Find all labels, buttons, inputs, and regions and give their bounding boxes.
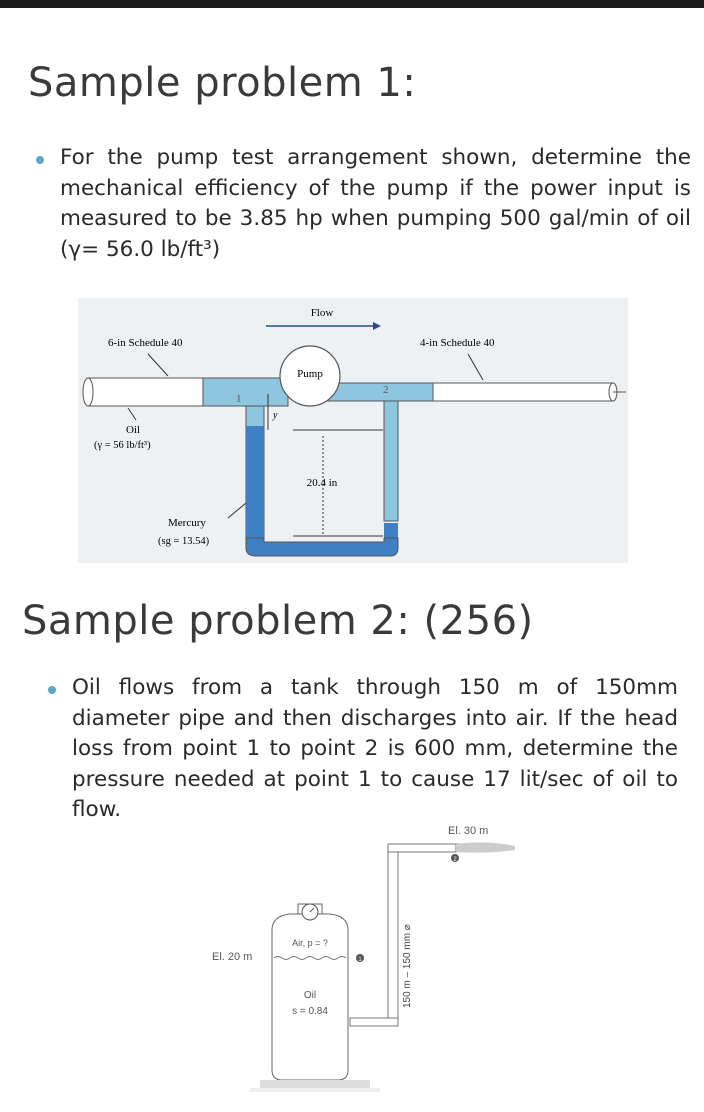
mercury-sg-label: (sg = 13.54) <box>158 536 210 547</box>
air-label: Air, p = ? <box>292 938 328 948</box>
pump-test-figure <box>78 298 628 563</box>
pump-test-diagram <box>78 298 628 563</box>
y-label: y <box>273 410 278 421</box>
oil-label: Oil <box>126 424 141 436</box>
el-tank-label: El. 20 m <box>212 951 253 963</box>
el-top-label: El. 30 m <box>448 825 489 837</box>
pipe-label: 150 m – 150 mm ⌀ <box>402 924 413 1008</box>
tank-pipe-figure <box>200 818 530 1108</box>
left-pipe-label: 6-in Schedule 40 <box>108 337 183 349</box>
oil-label: Oil <box>303 990 317 1001</box>
point-1-label: 1 <box>358 957 362 963</box>
point-1-label: 1 <box>236 393 242 405</box>
problem-1-title: Sample problem 1: <box>28 60 417 106</box>
right-pipe-label: 4-in Schedule 40 <box>420 337 495 349</box>
bullet-dot-icon <box>36 156 44 164</box>
height-label: 20.4 in <box>306 477 338 489</box>
problem-2-title: Sample problem 2: (256) <box>22 598 534 644</box>
sg-label: s = 0.84 <box>292 1006 328 1017</box>
problem-1-text: For the pump test arrangement shown, determine the mechanical efficiency of the pump if the power input is measured to be 3.85 hp when pumping 500 gal/min of oil (γ= 56.0 lb/ft³) <box>60 145 691 262</box>
problem-2-text: Oil flows from a tank through 150 m of 150mm diameter pipe and then discharges into air. If the head loss from point 1 to point 2 is 600 mm, determine the pressure needed at point 1 to cause 17 lit/sec of oil to flow. <box>72 675 678 822</box>
problem-1-bullet <box>36 143 691 265</box>
pump-label: Pump <box>297 368 323 380</box>
point-2-label: 2 <box>383 384 389 396</box>
mercury-label: Mercury <box>168 517 206 529</box>
point-2-label: 2 <box>453 857 457 863</box>
oil-gamma-label: (γ = 56 lb/ft³) <box>94 440 151 451</box>
tank-pipe-diagram <box>200 818 530 1108</box>
flow-label: Flow <box>310 307 334 319</box>
bullet-dot-icon <box>48 686 56 694</box>
problem-2-bullet <box>48 673 678 826</box>
top-bar <box>0 0 704 8</box>
